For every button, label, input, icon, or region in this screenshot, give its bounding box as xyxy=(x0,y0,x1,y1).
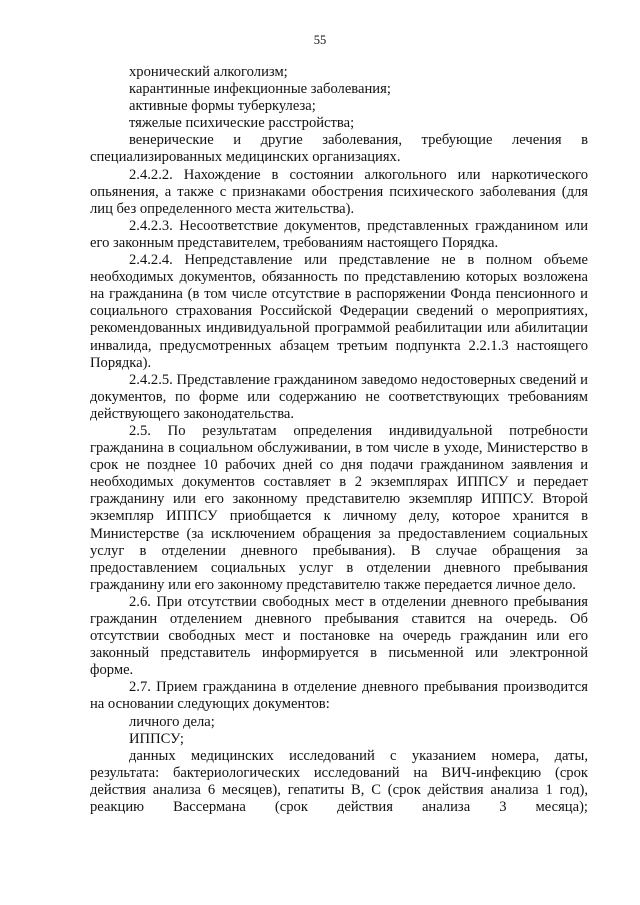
paragraph: данных медицинских исследований с указанием номера, даты, результата: бактериологических исследований на ВИЧ-инфекцию (срок действия анализа 6 месяцев), гепатиты В, С (срок действия анализа 1 год), реакцию Вассермана (срок действия анализа 3 месяца); xyxy=(90,747,588,816)
paragraph: тяжелые психические расстройства; xyxy=(129,115,355,132)
paragraph: карантинные инфекционные заболевания; xyxy=(129,81,391,98)
paragraph: активные формы туберкулеза; xyxy=(129,98,316,115)
page-number: 55 xyxy=(313,33,327,47)
paragraph: ИППСУ; xyxy=(129,730,184,747)
page-body xyxy=(90,64,588,816)
paragraph: хронический алкоголизм; xyxy=(129,64,288,80)
paragraph: венерические и другие заболевания, требующие лечения в специализированных медицинских организациях. xyxy=(90,132,588,166)
paragraph: 2.5. По результатам определения индивидуальной потребности гражданина в социальном обслуживании, в том числе в уходе, Министерство в срок не позднее 10 рабочих дней со дня подачи гражданином заявления и необходимых документов составляет в 2 экземплярах ИППСУ и передает гражданину или его законному представителю экземпляр ИППСУ. Второй экземпляр ИППСУ приобщается к личному делу, которое хранится в Министерстве (за исключением обращения за предоставлением социальных услуг в отделении дневного пребывания). В случае обращения за предоставлением социальных услуг в отделении дневного пребывания гражданину или его законному представителю также передается личное дело. xyxy=(90,422,588,593)
paragraph: 2.4.2.2. Нахождение в состоянии алкогольного или наркотического опьянения, а также с признаками обострения психического заболевания (для лиц без определенного места жительства). xyxy=(90,166,588,217)
paragraph: 2.4.2.5. Представление гражданином заведомо недостоверных сведений и документов, по форме или содержанию не соответствующих требованиям действующего законодательства. xyxy=(90,371,588,422)
paragraph: 2.7. Прием гражданина в отделение дневного пребывания производится на основании следующих документов: xyxy=(90,679,588,713)
paragraph: 2.4.2.3. Несоответствие документов, представленных гражданином или его законным представителем, требованиям настоящего Порядка. xyxy=(90,217,588,251)
paragraph: 2.6. При отсутствии свободных мест в отделении дневного пребывания гражданин отделением дневного пребывания ставится на очередь. Об отсутствии свободных мест и постановке на очередь гражданин или его законный представитель информируется в письменной или электронной форме. xyxy=(90,593,588,679)
paragraph: 2.4.2.4. Непредставление или представление не в полном объеме необходимых документов, обязанность по представлению которых возложена на гражданина (в том числе отсутствие в распоряжении Фонда пенсионного и социального страхования Российской Федерации сведений о мероприятиях, рекомендованных индивидуальной программой реабилитации или абилитации инвалида, предусмотренных абзацем третьим подпункта 2.2.1.3 настоящего Порядка). xyxy=(90,252,588,371)
paragraph: личного дела; xyxy=(129,713,215,730)
